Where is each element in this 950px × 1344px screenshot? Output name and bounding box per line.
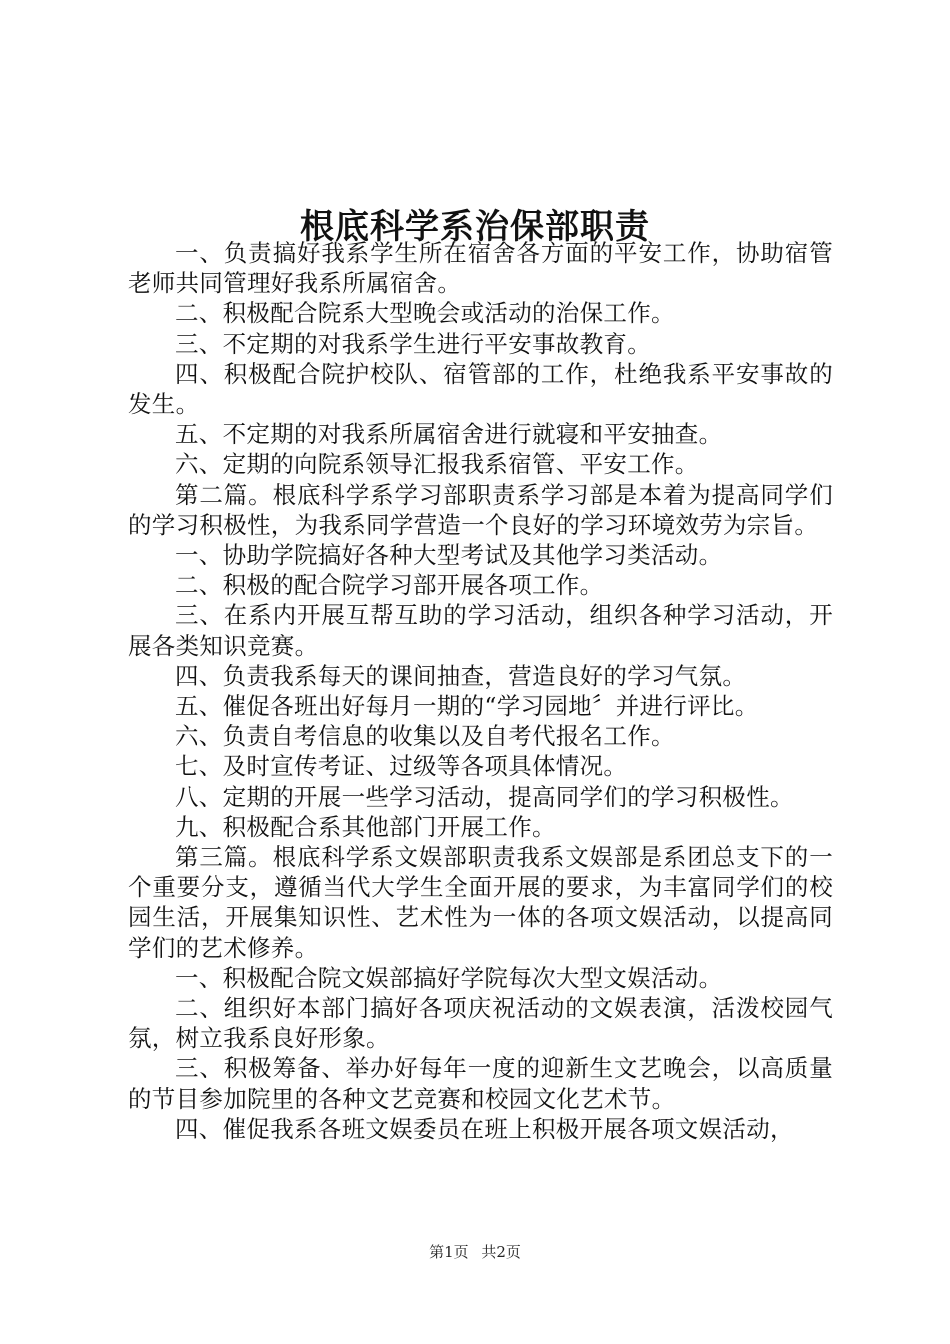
paragraph: 七、及时宣传考证、过级等各项具体情况。: [175, 752, 628, 781]
paragraph: 二、组织好本部门搞好各项庆祝活动的文娱表演，活泼校园气氛，树立我系良好形象。: [128, 994, 833, 1053]
paragraph: 一、负责搞好我系学生所在宿舍各方面的平安工作，协助宿管老师共同管理好我系所属宿舍。: [128, 239, 833, 298]
page-footer: [0, 1242, 950, 1262]
paragraph: 五、不定期的对我系所属宿舍进行就寝和平安抽查。: [175, 420, 723, 449]
paragraph: 五、催促各班出好每月一期的“学习园地〞并进行评比。: [175, 692, 759, 721]
paragraph: 第三篇。根底科学系文娱部职责我系文娱部是系团总支下的一个重要分支，遵循当代大学生全面开展的要求，为丰富同学们的校园生活，开展集知识性、艺术性为一体的各项文娱活动，以提高同学们的艺术修养。: [128, 843, 833, 962]
paragraph: 三、积极筹备、举办好每年一度的迎新生文艺晚会，以高质量的节目参加院里的各种文艺竞赛和校园文化艺术节。: [128, 1054, 833, 1113]
paragraph: 六、定期的向院系领导汇报我系宿管、平安工作。: [175, 450, 699, 479]
document-body: [128, 238, 833, 1144]
paragraph: 八、定期的开展一些学习活动，提高同学们的学习积极性。: [175, 782, 794, 811]
paragraph: 二、积极配合院系大型晚会或活动的治保工作。: [175, 299, 675, 328]
paragraph: 三、在系内开展互帮互助的学习活动，组织各种学习活动，开展各类知识竞赛。: [128, 601, 833, 660]
paragraph: 四、负责我系每天的课间抽查，营造良好的学习气氛。: [175, 661, 747, 690]
paragraph: 六、负责自考信息的收集以及自考代报名工作。: [175, 722, 675, 751]
paragraph: 九、积极配合系其他部门开展工作。: [175, 812, 556, 841]
paragraph: 第二篇。根底科学系学习部职责系学习部是本着为提高同学们的学习积极性，为我系同学营造一个良好的学习环境效劳为宗旨。: [128, 480, 833, 539]
paragraph: 一、积极配合院文娱部搞好学院每次大型文娱活动。: [175, 963, 723, 992]
paragraph: 三、不定期的对我系学生进行平安事故教育。: [175, 329, 651, 358]
page-total: 共2页: [481, 1243, 521, 1261]
paragraph: 四、积极配合院护校队、宿管部的工作，杜绝我系平安事故的发生。: [128, 359, 833, 419]
page-title: 根底科学系治保部职责: [300, 206, 650, 247]
paragraph: 二、积极的配合院学习部开展各项工作。: [175, 571, 604, 600]
paragraph: 四、催促我系各班文娱委员在班上积极开展各项文娱活动，: [175, 1114, 794, 1143]
page-number: 第1页: [429, 1243, 469, 1261]
paragraph: 一、协助学院搞好各种大型考试及其他学习类活动。: [175, 541, 723, 570]
